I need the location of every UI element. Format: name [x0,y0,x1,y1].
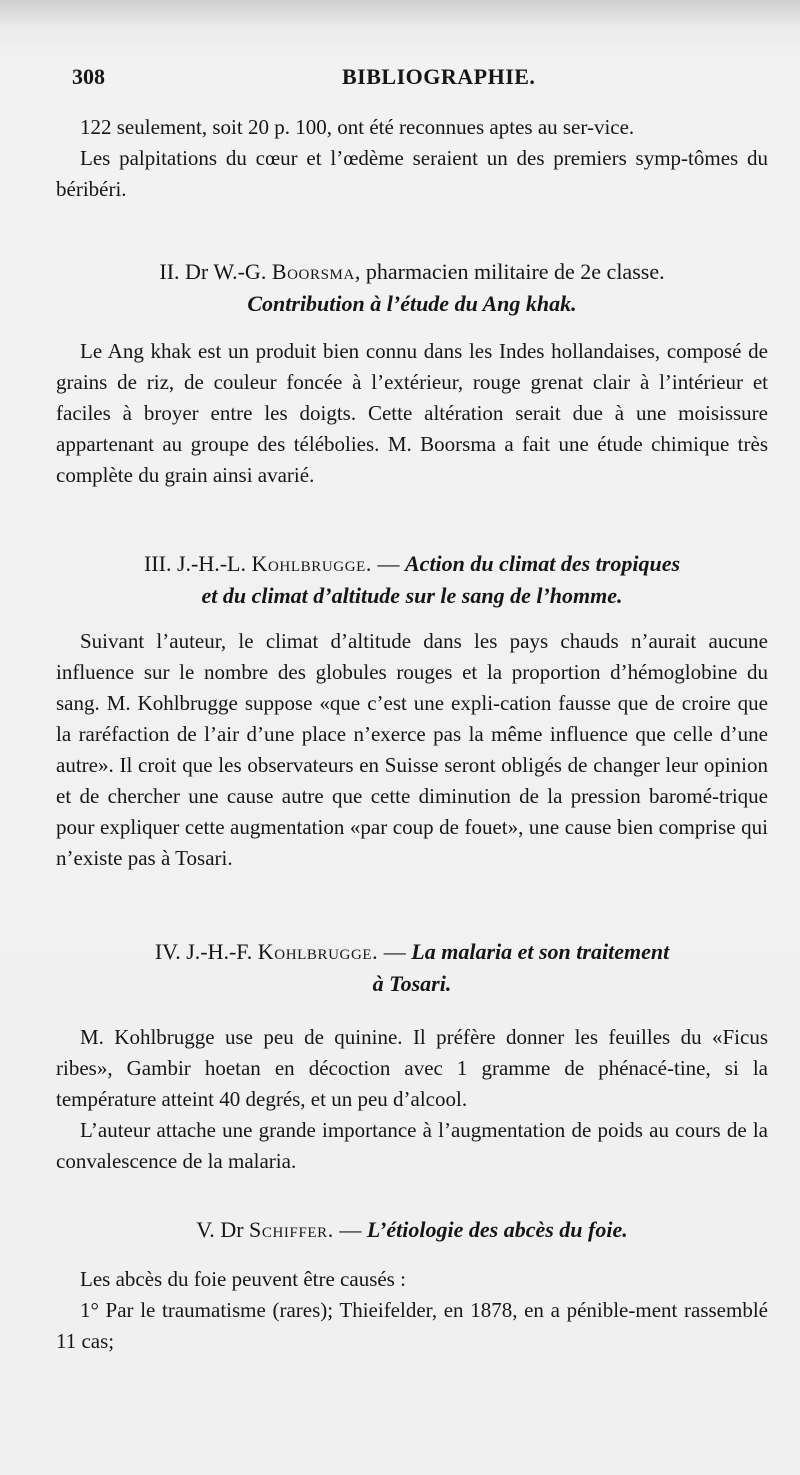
title-dash: — [339,1217,362,1242]
author-name: Kohlbrugge. [251,551,372,576]
section-paragraph: Suivant l’auteur, le climat d’altitude dans les pays chauds n’aurait aucune influence sur le nombre des globules rouges et la proportion d’hémoglobine du sang. M. Kohlbrugge suppose «que c’est une expli-cation fausse que de croire que la raréfaction de l’air d’une place n’exerce pas la même influence que celle d’une autre». Il croit que les observateurs en Suisse seront obligés de changer leur opinion et de chercher une cause autre que cette diminution de la pression baromé-trique pour expliquer cette augmentation «par coup de fouet», une cause bien comprise qui n’existe pas à Tosari. [56,629,768,870]
section-5-heading [56,1214,768,1246]
section-title-line-1: La malaria et son traitement [411,939,670,964]
author-prefix: J.-H.-F. [186,939,253,964]
intro-paragraph-2: Les palpitations du cœur et l’œdème seraient un des premiers symp-tômes du béribéri. [56,146,768,201]
section-paragraph-1: Les abcès du foie peuvent être causés : [80,1267,406,1291]
author-name: Kohlbrugge. [257,939,379,964]
title-dash: — [383,939,406,964]
section-number: V. [196,1217,215,1242]
section-4-heading [56,936,768,1000]
section-paragraph-1: M. Kohlbrugge use peu de quinine. Il préfère donner les feuilles du «Ficus ribes», Gambir hoetan en décoction avec 1 gramme de phénacé-tine, si la température atteint 40 degrés, et un peu d’alcool. [56,1025,768,1111]
section-number: IV. [154,939,181,964]
section-2-heading [56,256,768,320]
section-title-line-2: à Tosari. [372,971,452,996]
section-2-body [56,336,768,491]
section-paragraph-2: 1° Par le traumatisme (rares); Thieifelder, en 1878, en a pénible-ment rassemblé 11 cas; [56,1298,768,1353]
section-title: Contribution à l’étude du Ang khak. [247,291,577,316]
section-5-body [56,1264,768,1357]
author-prefix: Dr W.-G. [185,259,267,284]
intro-paragraph-1: 122 seulement, soit 20 p. 100, ont été reconnues aptes au ser-vice. [80,115,635,139]
section-number: II. [159,259,180,284]
title-dash: — [377,551,400,576]
section-number: III. [143,551,172,576]
section-4-body [56,1022,768,1177]
intro-text [56,112,768,205]
section-paragraph-2: L’auteur attache une grande importance à l’augmentation de poids au cours de la convalescence de la malaria. [56,1118,768,1173]
running-title: BIBLIOGRAPHIE. [342,64,536,89]
author-name: Schiffer. [249,1217,334,1242]
section-3-body [56,626,768,874]
section-title-line-2: et du climat d’altitude sur le sang de l’homme. [201,583,623,608]
section-title: L’étiologie des abcès du foie. [366,1217,628,1242]
section-3-heading [56,548,768,612]
page-header [72,64,736,98]
author-prefix: Dr [220,1217,244,1242]
author-description: , pharmacien militaire de 2e classe. [354,259,665,284]
section-title-line-1: Action du climat des tropiques [405,551,681,576]
section-paragraph: Le Ang khak est un produit bien connu dans les Indes hollandaises, composé de grains de riz, de couleur foncée à l’extérieur, rouge grenat clair à l’intérieur et faciles à broyer entre les doigts. Cette altération serait due à une moisissure appartenant au groupe des télébolies. M. Boorsma a fait une étude chimique très complète du grain ainsi avarié. [56,339,768,487]
author-prefix: J.-H.-L. [176,551,246,576]
page-number: 308 [72,64,105,89]
author-name: Boorsma [271,259,355,284]
